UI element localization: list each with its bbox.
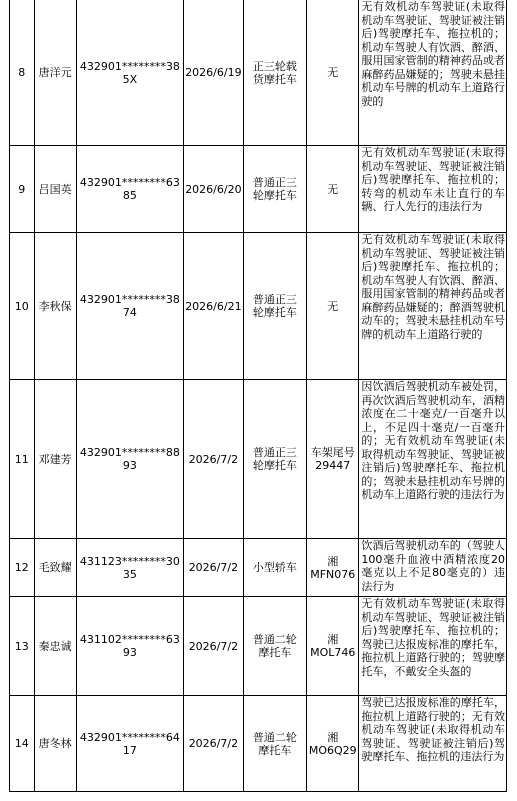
row-number: 11 (10, 380, 35, 539)
date: 2026/7/2 (184, 380, 243, 539)
violation-cell (359, 539, 507, 597)
row-number: 14 (10, 696, 35, 792)
vehicle-type-text: 普通正三轮摩托车 (252, 446, 297, 472)
violation-cell (359, 233, 507, 380)
violation-text: 无有效机动车驾驶证(未取得机动车驾驶证、驾驶证被注销后)驾驶摩托车、拖拉机的；机动车驾驶人有饮酒、醉酒、服用国家管制的精神药品或者麻醉药品嫌疑的；驾驶未悬挂机动车号牌的机动车上道路行驶的 (361, 0, 505, 108)
table-row (10, 0, 507, 146)
vehicle-type-text: 普通正三轮摩托车 (252, 176, 297, 202)
table-row (10, 146, 507, 233)
vehicle-type (243, 380, 307, 539)
violation-text: 饮酒后驾驶机动车的（驾驶人100毫升血液中酒精浓度20毫克以上不足80毫克的）违法行为 (361, 539, 505, 593)
id-number-text: 431102********6393 (79, 633, 180, 659)
id-number (76, 597, 184, 696)
row-number: 9 (10, 146, 35, 233)
id-number (76, 696, 184, 792)
date: 2026/6/20 (184, 146, 243, 233)
table-row (10, 696, 507, 792)
violation-text: 因饮酒后驾驶机动车被处罚，再次饮酒后驾驶机动车，酒精浓度在二十毫克/一百毫升以上，不足四十毫克/一百毫升的；无有效机动车驾驶证(未取得机动车驾驶证、驾驶证被注销后)驾驶摩托车、拖拉机的；驾驶未悬挂机动车号牌的机动车上道路行驶的违法行为 (361, 380, 505, 501)
plate-number: 无 (307, 146, 359, 233)
plate-number: 湘MOL746 (307, 597, 359, 696)
vehicle-type-text: 普通二轮摩托车 (252, 730, 297, 757)
id-number (76, 0, 184, 146)
violation-cell (359, 597, 507, 696)
vehicle-type (243, 0, 307, 146)
id-number (76, 146, 184, 233)
plate-number: 湘MO6Q29 (307, 696, 359, 792)
id-number-text: 432901********6385 (79, 176, 180, 202)
person-name: 毛致耀 (34, 539, 76, 597)
violation-text: 无有效机动车驾驶证(未取得机动车驾驶证、驾驶证被注销后)驾驶摩托车、拖拉机的；转弯的机动车未让直行的车辆、行人先行的违法行为 (361, 146, 505, 213)
id-number-text: 431123********3035 (79, 554, 180, 581)
date: 2026/7/2 (184, 597, 243, 696)
id-number-text: 432901********8893 (79, 446, 180, 472)
person-name: 李秋保 (34, 233, 76, 380)
date: 2026/6/19 (184, 0, 243, 146)
violation-text: 无有效机动车驾驶证(未取得机动车驾驶证、驾驶证被注销后)驾驶摩托车、拖拉机的；驾驶已达报废标准的摩托车，拖拉机上道路行驶的；驾驶摩托车，不戴安全头盔的 (361, 597, 505, 678)
vehicle-type-text: 普通正三轮摩托车 (252, 293, 297, 319)
table-row (10, 539, 507, 597)
person-name: 吕国英 (34, 146, 76, 233)
vehicle-type (243, 696, 307, 792)
id-number-text: 432901********3874 (79, 293, 180, 319)
id-number (76, 539, 184, 597)
date: 2026/7/2 (184, 696, 243, 792)
date: 2026/6/21 (184, 233, 243, 380)
row-number: 12 (10, 539, 35, 597)
plate-number: 湘MFN076 (307, 539, 359, 597)
id-number-text: 432901********6417 (79, 730, 180, 757)
row-number: 8 (10, 0, 35, 146)
person-name: 唐冬林 (34, 696, 76, 792)
violation-cell (359, 696, 507, 792)
plate-number: 无 (307, 233, 359, 380)
vehicle-type (243, 146, 307, 233)
violation-text: 驾驶已达报废标准的摩托车，拖拉机上道路行驶的；无有效机动车驾驶证(未取得机动车驾驶证、驾驶证被注销后)驾驶摩托车、拖拉机的违法行为 (361, 696, 505, 763)
person-name: 秦忠诚 (34, 597, 76, 696)
plate-number: 车架尾号29447 (307, 380, 359, 539)
vehicle-type (243, 597, 307, 696)
violation-text: 无有效机动车驾驶证(未取得机动车驾驶证、驾驶证被注销后)驾驶摩托车、拖拉机的；机动车驾驶人有饮酒、醉酒、服用国家管制的精神药品或者麻醉药品嫌疑的；醉酒驾驶机动车的；驾驶未悬挂机动车号牌的机动车上道路行驶的 (361, 233, 505, 341)
vehicle-type-text: 正三轮载货摩托车 (252, 59, 297, 86)
row-number: 10 (10, 233, 35, 380)
table-row (10, 380, 507, 539)
table-row (10, 597, 507, 696)
row-number: 13 (10, 597, 35, 696)
vehicle-type (243, 233, 307, 380)
vehicle-type-text: 小型轿车 (252, 561, 297, 574)
plate-number: 无 (307, 0, 359, 146)
id-number (76, 380, 184, 539)
vehicle-type-text: 普通二轮摩托车 (252, 633, 297, 659)
person-name: 邓建芳 (34, 380, 76, 539)
person-name: 唐洋元 (34, 0, 76, 146)
id-number-text: 432901********385X (79, 59, 180, 86)
violation-table (9, 0, 507, 792)
vehicle-type (243, 539, 307, 597)
date: 2026/7/2 (184, 539, 243, 597)
violation-cell (359, 380, 507, 539)
id-number (76, 233, 184, 380)
violation-cell (359, 146, 507, 233)
table-row (10, 233, 507, 380)
violation-cell (359, 0, 507, 146)
